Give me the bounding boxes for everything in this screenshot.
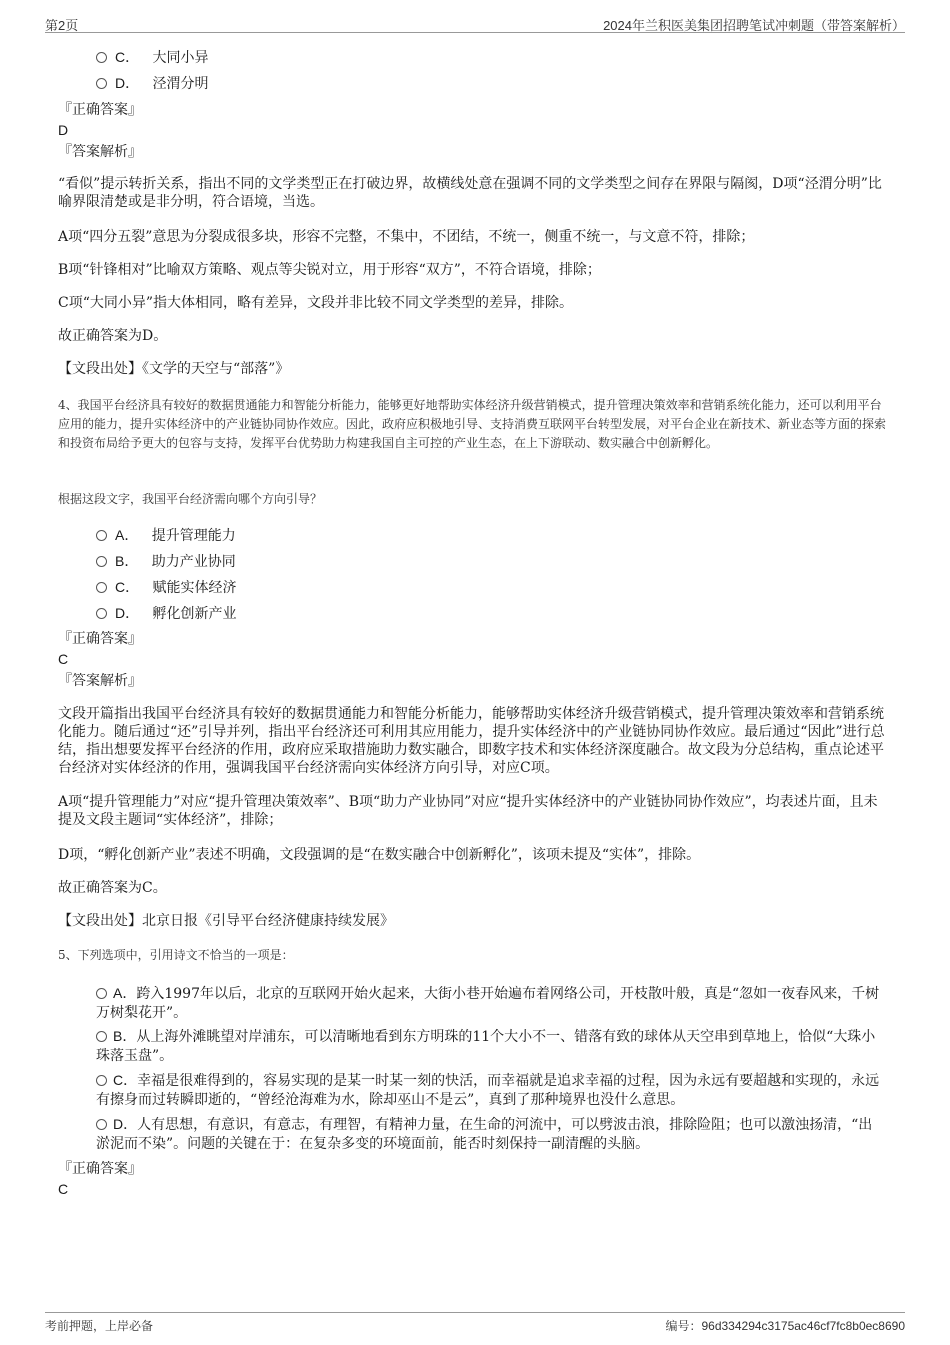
footer-code-label: 编号： xyxy=(665,1319,702,1333)
q5-answer-label: 『正确答案』 xyxy=(58,1161,142,1177)
q3-analysis-p5: 故正确答案为D。 xyxy=(58,328,168,344)
page-number: 第2页 xyxy=(45,18,79,33)
q3-option-c[interactable]: C． 大同小异 xyxy=(96,48,208,67)
footer-code-value: 96d334294c3175ac46cf7fc8b0ec8690 xyxy=(701,1319,905,1333)
q4-option-c[interactable]: C． 赋能实体经济 xyxy=(96,578,236,597)
q3-analysis-p3: B项“针锋相对”比喻双方策略、观点等尖锐对立，用于形容“双方”，不符合语境，排除； xyxy=(58,262,601,278)
q4-analysis-label: 『答案解析』 xyxy=(58,673,142,689)
q5-option-c[interactable]: C．幸福是很难得到的，容易实现的是某一时某一刻的快活，而幸福就是追求幸福的过程，因为永远有要超越和实现的，永远有擦身而过转瞬即逝的，“曾经沧海难为水，除却巫山不是云”，真到了那种境界也没什么意思。 xyxy=(96,1072,880,1108)
q3-analysis-p4: C项“大同小异”指大体相同，略有差异，文段并非比较不同文学类型的差异，排除。 xyxy=(58,295,574,311)
q3-answer-label: 『正确答案』 xyxy=(58,102,142,118)
q4-option-d[interactable]: D． 孵化创新产业 xyxy=(96,604,236,623)
radio-icon[interactable] xyxy=(96,530,107,541)
q4-answer: C xyxy=(58,651,69,667)
q4-option-a[interactable]: A． 提升管理能力 xyxy=(96,526,236,545)
footer-slogan: 考前押题，上岸必备 xyxy=(45,1319,154,1333)
radio-icon[interactable] xyxy=(96,52,107,63)
document-title: 2024年兰积医美集团招聘笔试冲刺题（带答案解析） xyxy=(603,18,905,33)
radio-icon[interactable] xyxy=(96,1075,107,1086)
q5-stem: 5、下列选项中，引用诗文不恰当的一项是： xyxy=(58,948,294,962)
q3-source: 【文段出处】《文学的天空与“部落”》 xyxy=(58,361,290,377)
q3-analysis-p1: “看似”提示转折关系，指出不同的文学类型正在打破边界，故横线处意在强调不同的文学类型之间存在界限与隔阂，D项“泾渭分明”比喻界限清楚或是非分明，符合语境，当选。 xyxy=(58,176,882,210)
q4-stem: 4、我国平台经济具有较好的数据贯通能力和智能分析能力，能够更好地帮助实体经济升级营销模式，提升管理决策效率和营销系统化能力，还可以利用平台应用的能力，提升实体经济中的产业链协同协作效应。因此，政府应积极地引导、支持消费互联网平台转型发展，对平台企业在新技术、新业态等方面的探索和投资布局给予更大的包容与支持，发挥平台优势助力构建我国自主可控的产业生态，在上下游联动、数实融合中创新孵化。 xyxy=(58,398,887,450)
q4-option-b[interactable]: B． 助力产业协同 xyxy=(96,552,236,571)
page-header xyxy=(45,12,905,33)
radio-icon[interactable] xyxy=(96,582,107,593)
q5-option-b[interactable]: B．从上海外滩眺望对岸浦东，可以清晰地看到东方明珠的11个大小不一、错落有致的球体从天空串到草地上，恰似“大珠小珠落玉盘”。 xyxy=(96,1028,876,1064)
q5-answer: C xyxy=(58,1181,69,1197)
radio-icon[interactable] xyxy=(96,556,107,567)
q3-analysis-p2: A项“四分五裂”意思为分裂成很多块，形容不完整，不集中，不团结，不统一，侧重不统一，与文意不符，排除； xyxy=(58,229,755,245)
radio-icon[interactable] xyxy=(96,1119,107,1130)
radio-icon[interactable] xyxy=(96,988,107,999)
q4-analysis-p3: D项，“孵化创新产业”表述不明确，文段强调的是“在数实融合中创新孵化”，该项未提及“实体”，排除。 xyxy=(58,847,701,863)
q3-answer: D xyxy=(58,122,69,138)
q4-analysis-p1: 文段开篇指出我国平台经济具有较好的数据贯通能力和智能分析能力，能够帮助实体经济升级营销模式，提升管理决策效率和营销系统化能力。随后通过“还”引导并列，指出平台经济还可利用其应用能力，提升实体经济中的产业链协同协作效应。最后通过“因此”进行总结，指出想要发挥平台经济的作用，政府应采取措施助力数实融合，即数字技术和实体经济深度融合。故文段为分总结构，重点论述平台经济对实体经济的作用，强调我国平台经济需向实体经济方向引导，对应C项。 xyxy=(58,706,885,776)
q4-question: 根据这段文字，我国平台经济需向哪个方向引导？ xyxy=(58,492,323,506)
radio-icon[interactable] xyxy=(96,1031,107,1042)
radio-icon[interactable] xyxy=(96,608,107,619)
page-footer xyxy=(45,1312,905,1337)
q5-option-a[interactable]: A．跨入1997年以后，北京的互联网开始火起来，大街小巷开始遍布着网络公司，开枝散叶般，真是“忽如一夜春风来，千树万树梨花开”。 xyxy=(96,985,880,1021)
q4-analysis-p4: 故正确答案为C。 xyxy=(58,880,167,896)
q4-answer-label: 『正确答案』 xyxy=(58,631,142,647)
footer-code xyxy=(665,1317,905,1334)
q5-option-d[interactable]: D．人有思想，有意识，有意志，有理智，有精神力量，在生命的河流中，可以劈波击浪，排除险阻；也可以激浊扬清，“出淤泥而不染”。问题的关键在于：在复杂多变的环境面前，能否时刻保持一副清醒的头脑。 xyxy=(96,1116,873,1152)
q3-option-d[interactable]: D． 泾渭分明 xyxy=(96,74,208,93)
q3-analysis-label: 『答案解析』 xyxy=(58,144,142,160)
q4-analysis-p2: A项“提升管理能力”对应“提升管理决策效率”、B项“助力产业协同”对应“提升实体经济中的产业链协同协作效应”，均表述片面，且未提及文段主题词“实体经济”，排除； xyxy=(58,794,878,828)
radio-icon[interactable] xyxy=(96,78,107,89)
q4-source: 【文段出处】北京日报《引导平台经济健康持续发展》 xyxy=(58,913,394,929)
